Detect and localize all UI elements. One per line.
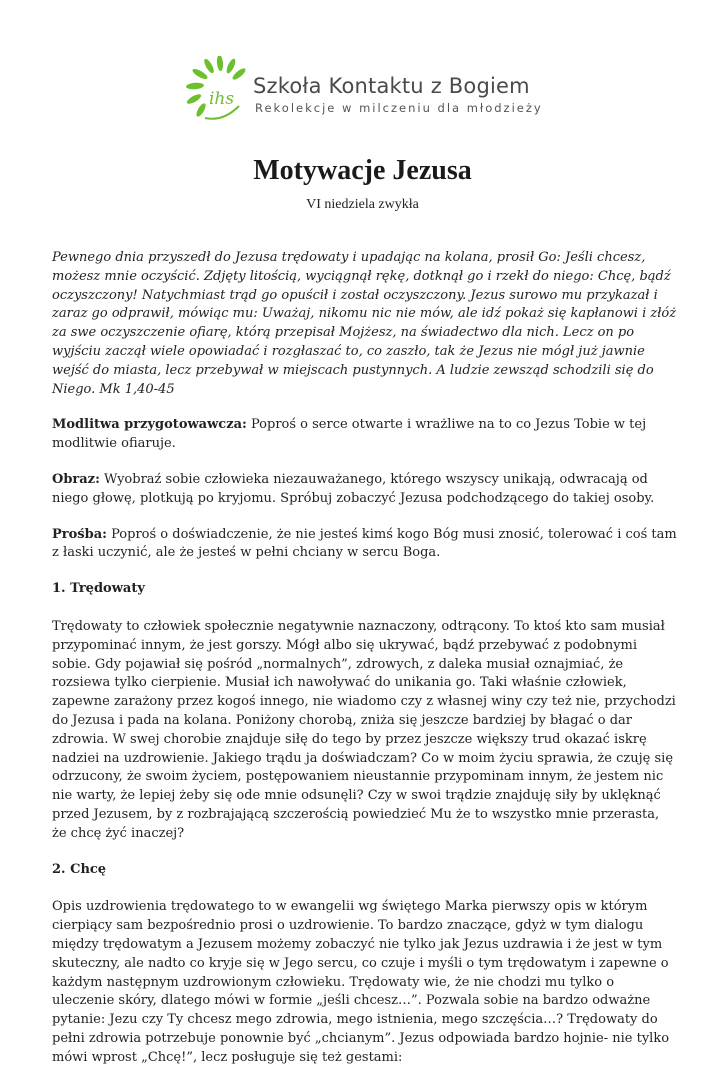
- section-text: Opis uzdrowienia trędowatego to w ewangelii wg świętego Marka pierwszy opis w którym cierpiący sam bezpośrednio prosi o uzdrowienie. To bardzo znaczące, gdyż w tym dialogu między trędowatym a Jezusem możemy zobaczyć nie tylko jak Jezus uzdrawia i że jest w tym skuteczny, ale nadto co kryje się w Jego sercu, co czuje i myśli o tym trędowatym i zapewne o każdym następnym uzdrowionym człowieku. Trędowaty wie, że nie chodzi mu tylko o uleczenie skóry, dlatego mówi w formie „jeśli chcesz…”. Pozwala sobie na bardzo odważne pytanie: Jezu czy Ty chcesz mego zdrowia, mego istnienia, mego szczęścia…? Trędowaty do pełni zdrowia potrzebuje ponownie być „chcianym”. Jezus odpowiada bardzo hojnie- nie tylko mówi wprost „Chcę!”, lecz posługuje się też gestami:: [52, 899, 670, 1065]
- image-paragraph: [52, 471, 677, 509]
- document-body: [52, 249, 677, 1084]
- gospel-passage: [52, 249, 677, 399]
- image-label: Obraz:: [52, 471, 100, 487]
- request-label: Prośba:: [52, 526, 107, 542]
- site-header: [0, 56, 725, 126]
- page-subtitle: VI niedziela zwykła: [306, 197, 419, 212]
- gospel-reference: Mk 1,40-45: [99, 381, 175, 397]
- request-text: Poproś o doświadczenie, że nie jesteś kimś kogo Bóg musi znosić, tolerować i coś tam z łaski uczynić, ale że jesteś w pełni chciany w sercu Boga.: [52, 526, 677, 561]
- logo-monogram: ihs: [209, 89, 235, 109]
- prayer-paragraph: [52, 416, 677, 454]
- prayer-text: Poproś o serce otwarte i wrażliwe na to co Jezus Tobie w tej modlitwie ofiaruje.: [52, 417, 647, 452]
- gospel-text: Pewnego dnia przyszedł do Jezusa trędowaty i upadając na kolana, prosił Go: Jeśli chcesz, możesz mnie oczyścić. Zdjęty litością, wyciągnął rękę, dotknął go i rzekł do niego: Chcę, bądź oczyszczony! Natychmiast trąd go opuścił i został oczyszczony. Jezus surowo mu przykazał i zaraz go odprawił, mówiąc mu: Uważaj, nikomu nic nie mów, ale idź pokaż się kapłanowi i złóż za swe oczyszczenie ofiarę, którą przepisał Mojżesz, na świadectwo dla nich. Lecz on po wyjściu zaczął wiele opowiadać i rozgłaszać to, co zaszło, tak że Jezus nie mógł już jawnie wejść do miasta, lecz przebywał w miejscach pustynnych. A ludzie zewsząd schodzili się do Niego.: [52, 250, 677, 397]
- request-paragraph: [52, 526, 677, 564]
- image-text: Wyobraź sobie człowieka niezauważanego, którego wszyscy unikają, odwracają od niego głowę, plotkują po kryjomu. Spróbuj zobaczyć Jezusa podchodzącego do takiej osoby.: [52, 471, 655, 506]
- brand-tagline: Rekolekcje w milczeniu dla młodzieży: [255, 101, 543, 115]
- sun-logo-icon: [183, 56, 253, 126]
- section-heading: 2. Chcę: [52, 861, 107, 877]
- page-title: Motywacje Jezusa: [253, 155, 472, 186]
- section-text: Trędowaty to człowiek społecznie negatywnie naznaczony, odtrącony. To ktoś kto sam musiał przypominać innym, że jest gorszy. Mógł albo się ukrywać, bądź przebywać z podobnymi sobie. Gdy pojawiał się pośród „normalnych”, zdrowych, z daleka musiał oznajmiać, że rozsiewa tylko cierpienie. Musiał ich nawoływać do unikania go. Taki właśnie człowiek, zapewne zarażony przez kogoś innego, nie wiadomo czy z własnej winy czy też nie, przychodzi do Jezusa i pada na kolana. Poniżony chorobą, zniża się jeszcze bardziej by błagać o dar zdrowia. W swej chorobie znajduje siłę do tego by przez jeszcze większy trud okazać iskrę nadziei na uzdrowienie. Jakiego trądu ja doświadczam? Co w moim życiu sprawia, że czuję się odrzucony, że swoim życiem, postępowaniem nieustannie przypominam innym, że jestem nic nie warty, że lepiej żeby się ode mnie odsunęli? Czy w swoi trądzie znajduję siły by uklęknąć przed Jezusem, by z rozbrajającą szczerością powiedzieć Mu że to wszystko mnie przerasta, że chcę żyć inaczej?: [52, 618, 676, 841]
- brand-name: Szkoła Kontaktu z Bogiem: [253, 74, 530, 98]
- section-heading: 1. Trędowaty: [52, 581, 145, 597]
- prayer-label: Modlitwa przygotowawcza:: [52, 417, 247, 433]
